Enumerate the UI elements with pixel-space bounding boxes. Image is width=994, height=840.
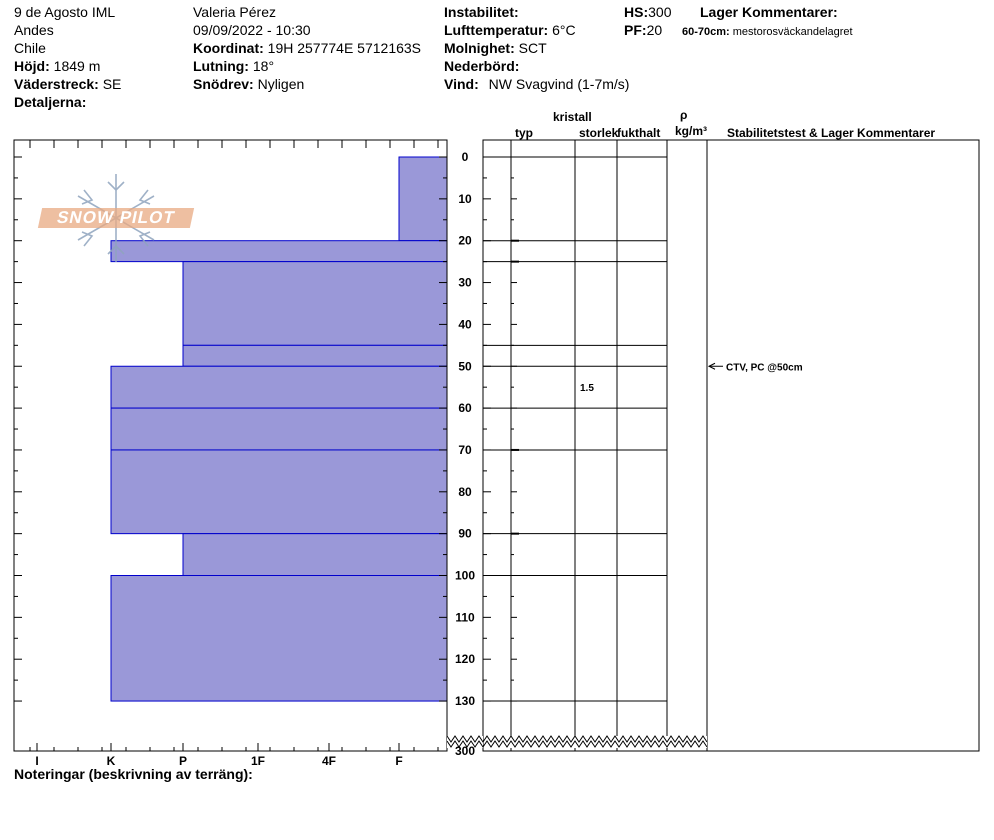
notes-label: Noteringar (beskrivning av terräng): (14, 766, 253, 782)
wind-label: Vind: (444, 76, 479, 92)
details-label: Detaljerna: (14, 94, 87, 110)
x-tick-label: P (178, 754, 188, 768)
aspect-label: Väderstreck: (14, 76, 99, 92)
col-header-crystal: kristall (553, 110, 592, 124)
coordinates-value: 19H 257774E 5712163S (267, 40, 422, 56)
depth-label: 60 (458, 401, 472, 416)
depth-label: 0 (461, 150, 469, 164)
instability-label: Instabilitet: (444, 4, 519, 20)
slope-label: Lutning: (193, 58, 249, 74)
col-header-stability: Stabilitetstest & Lager Kommentarer (727, 126, 936, 140)
site-name: 9 de Agosto IML (14, 4, 116, 20)
slope-value: 18° (252, 58, 275, 74)
depth-label: 90 (458, 526, 472, 541)
x-tick-label: F (395, 754, 403, 768)
hardness-bar (183, 262, 447, 346)
hardness-bar (111, 408, 447, 450)
snow-height-label: HS: (624, 4, 649, 20)
country: Chile (14, 40, 46, 56)
col-header-rho: ρ (680, 108, 688, 122)
col-header-size: storlek (579, 126, 619, 140)
depth-label: 80 (458, 484, 472, 499)
air-temperature-label: Lufttemperatur: (444, 22, 549, 38)
elevation-value: 1849 m (53, 58, 101, 74)
air-temperature-value: 6°C (552, 22, 576, 38)
x-tick-label: K (106, 754, 116, 768)
depth-label: 130 (454, 694, 476, 709)
aspect-value: SE (102, 76, 122, 92)
depth-label: 40 (458, 317, 472, 332)
x-tick-label: I (35, 754, 39, 768)
foot-penetration-value: 20 (646, 22, 663, 38)
wind-loading-value: Nyligen (257, 76, 305, 92)
precipitation-label: Nederbörd: (444, 58, 520, 74)
snow-height-value: 300 (648, 4, 672, 20)
sky-cover-label: Molnighet: (444, 40, 515, 56)
depth-label: 50 (458, 359, 472, 374)
depth-label: 70 (458, 442, 472, 457)
depth-label: 110 (455, 610, 475, 625)
hardness-bar (111, 576, 447, 702)
wind-value: NW Svagvind (1-7m/s) (488, 76, 630, 92)
sky-cover-value: SCT (518, 40, 547, 56)
datetime: 09/09/2022 - 10:30 (193, 22, 311, 38)
layer-comment-range: 60-70cm: (682, 26, 730, 38)
hardness-bar (111, 450, 447, 534)
grain-size-label: 1.5 (580, 383, 594, 395)
depth-label: 20 (458, 233, 472, 248)
snowpilot-logo (36, 170, 196, 266)
snowpilot-logo-text: SNOW PILOT (38, 208, 194, 228)
depth-label: 300 (454, 744, 476, 758)
depth-label: 10 (458, 191, 472, 206)
hardness-bar (183, 534, 447, 576)
depth-label: 120 (454, 652, 476, 667)
col-header-density-unit: kg/m³ (675, 124, 708, 138)
hardness-bar (183, 345, 447, 366)
layers-frame (483, 140, 979, 751)
wind-loading-label: Snödrev: (193, 76, 254, 92)
hardness-bar (111, 366, 447, 408)
foot-penetration-label: PF: (624, 22, 647, 38)
region: Andes (14, 22, 54, 38)
x-tick-label: 1F (250, 754, 266, 768)
col-header-type: typ (515, 126, 533, 140)
depth-label: 100 (454, 568, 476, 583)
coordinates-label: Koordinat: (193, 40, 264, 56)
observer: Valeria Pérez (193, 4, 277, 20)
x-tick-label: 4F (321, 754, 337, 768)
stability-test-label: CTV, PC @50cm (726, 362, 803, 374)
layer-comments-label: Lager Kommentarer: (700, 4, 838, 20)
elevation-label: Höjd: (14, 58, 50, 74)
depth-label: 30 (458, 275, 472, 290)
layer-comment-text: mestorosväckandelagret (732, 26, 853, 38)
col-header-moisture: fukthalt (617, 126, 661, 140)
